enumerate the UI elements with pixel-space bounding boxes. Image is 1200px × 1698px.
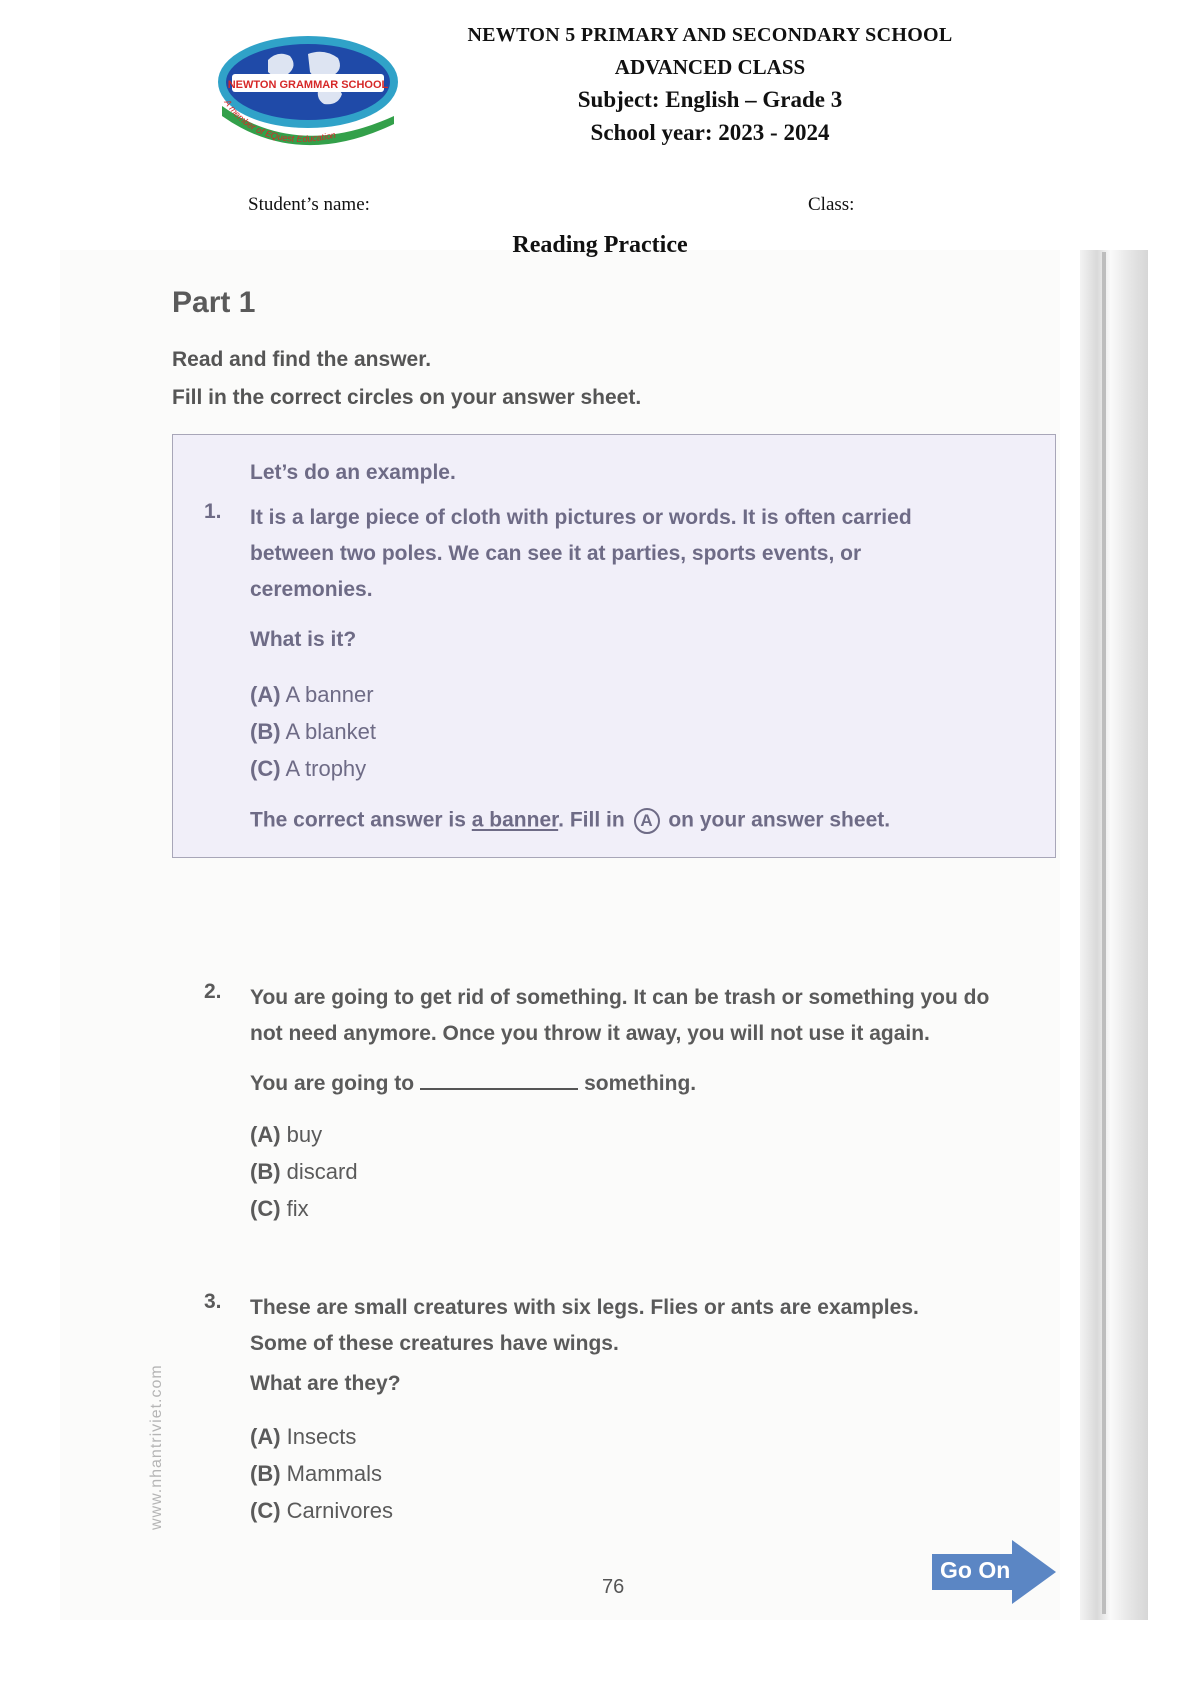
book-spine-line [1102,252,1106,1614]
option-letter: (B) [250,719,281,744]
question-3-prompt: What are they? [250,1372,401,1395]
option-letter: (A) [250,682,281,707]
school-header [390,24,1030,146]
option-text: Insects [286,1424,357,1449]
option-text: A trophy [285,756,367,781]
answer-option [250,1122,322,1148]
answer-option [250,682,374,708]
option-letter: (A) [250,1424,281,1449]
answer-suffix: on your answer sheet. [668,808,891,832]
subject-line: Subject: English – Grade 3 [577,87,843,112]
option-text: A blanket [285,719,376,744]
question-stem [250,1290,1050,1362]
option-letter: (A) [250,1122,281,1147]
option-letter: (C) [250,1498,281,1523]
prompt-after: something. [584,1072,697,1095]
watermark-text: www.nhantriviet.com [148,1364,165,1530]
page-title: Reading Practice [512,232,688,258]
option-letter: (B) [250,1461,281,1486]
option-text: Mammals [286,1461,383,1486]
question-stem [250,500,1050,608]
answer-prefix: The correct answer is [250,808,466,832]
go-on-label: Go On [940,1557,1011,1583]
example-lead: Let’s do an example. [250,461,456,484]
answer-blank [420,1070,578,1090]
answer-option [250,1498,393,1524]
option-letter: (C) [250,756,281,781]
answer-option [250,1159,358,1185]
class-label: Class: [808,194,855,215]
option-letter: (B) [250,1159,281,1184]
logo-motto-text: A member of EQuest Education [222,97,337,144]
page-number: 76 [602,1576,625,1598]
stem-line: Some of these creatures have wings. [250,1332,619,1355]
instruction-2: Fill in the correct circles on your answer sheet. [172,386,642,409]
instruction-1: Read and find the answer. [172,348,432,371]
logo-school-text: NEWTON GRAMMAR SCHOOL [227,79,389,91]
stem-line: You are going to get rid of something. It can be trash or something you do [250,986,990,1009]
class-type: ADVANCED CLASS [614,55,806,79]
answer-circle-icon: A [634,808,660,834]
answer-word: a banner [471,808,559,832]
answer-option [250,1196,309,1222]
stem-line: ceremonies. [250,578,373,601]
prompt-before: You are going to [250,1072,415,1095]
school-name: NEWTON 5 PRIMARY AND SECONDARY SCHOOL [467,24,953,46]
answer-option [250,756,366,782]
question-number: 1. [204,500,222,523]
answer-option [250,1424,356,1450]
school-year-line: School year: 2023 - 2024 [590,120,830,145]
answer-option [250,719,376,745]
example-prompt: What is it? [250,628,357,651]
part-title: Part 1 [172,286,256,319]
example-answer [250,808,890,834]
book-spine-shadow [1080,250,1148,1620]
option-text: Carnivores [286,1498,394,1523]
answer-mid: . Fill in [558,808,625,832]
student-name-label: Student’s name: [248,194,370,215]
question-number: 2. [204,980,222,1003]
stem-line: not need anymore. Once you throw it away, you will not use it again. [250,1022,930,1045]
answer-option [250,1461,382,1487]
option-text: A banner [285,682,374,707]
question-2-prompt [250,1070,696,1096]
school-logo [208,20,408,160]
question-stem [250,980,1080,1052]
option-text: buy [286,1122,323,1147]
option-text: fix [286,1196,309,1221]
stem-line: between two poles. We can see it at parties, sports events, or [250,542,862,565]
option-text: discard [286,1159,358,1184]
option-letter: (C) [250,1196,281,1221]
stem-line: These are small creatures with six legs. Flies or ants are examples. [250,1296,919,1319]
question-number: 3. [204,1290,222,1313]
stem-line: It is a large piece of cloth with pictures or words. It is often carried [250,506,912,529]
